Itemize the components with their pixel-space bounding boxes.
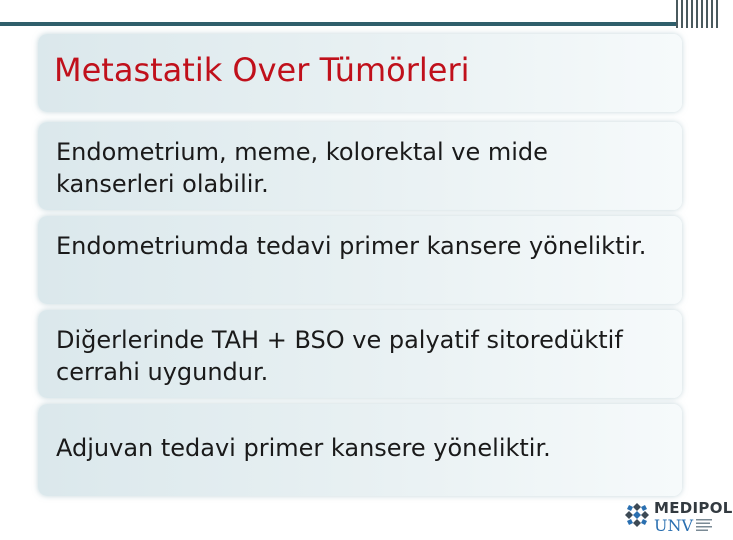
logo-name: MEDIPOL [654,499,733,517]
logo-sub: UNV [654,516,694,535]
logo-fine-print-decoration [696,518,718,532]
medipol-logo-icon [624,502,650,528]
bullet-text-3: Diğerlerinde TAH + BSO ve palyatif sitoredüktif cerrahi uygundur. [56,326,623,386]
title-card [38,34,682,112]
bullet-card-4 [38,404,682,496]
bullet-text-4: Adjuvan tedavi primer kansere yöneliktir. [56,434,551,462]
bullet-text-2: Endometriumda tedavi primer kansere yöneliktir. [56,232,647,260]
corner-decoration [676,0,720,28]
slide-title: Metastatik Over Tümörleri [54,51,470,89]
bullet-text-1: Endometrium, meme, kolorektal ve mide kanserleri olabilir. [56,138,548,198]
top-band [0,0,720,26]
bullet-card-1 [38,122,682,210]
bullet-card-3 [38,310,682,398]
medipol-logo [624,496,733,540]
bullet-card-2 [38,216,682,304]
